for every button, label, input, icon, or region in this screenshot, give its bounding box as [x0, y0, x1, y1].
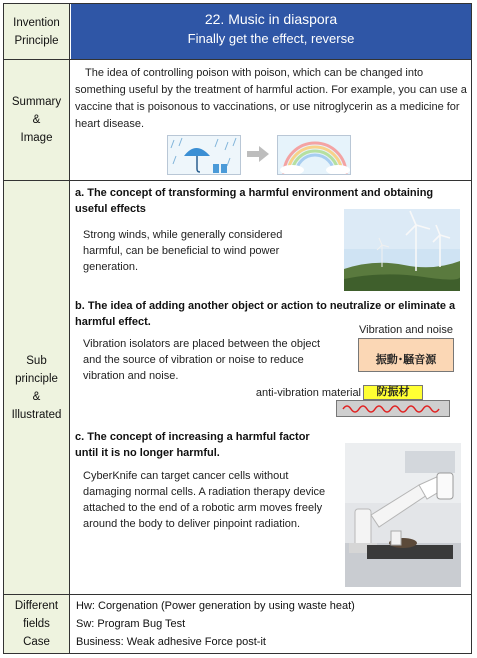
header-title-block	[71, 4, 471, 59]
sub-b-heading: b. The idea of adding another object or action to neutralize or eliminate a harmful effect.	[75, 300, 456, 328]
sub-principle-label: Sub principle & Illustrated	[4, 181, 70, 594]
vibration-source-label: Vibration and noise	[359, 324, 453, 336]
page-title: 22. Music in diaspora	[204, 11, 338, 27]
case-hardware: Hw: Corgenation (Power generation by using waste heat)	[76, 600, 355, 612]
arrow-icon	[247, 146, 269, 167]
case-business: Business: Weak adhesive Force post-it	[76, 636, 266, 648]
wind-turbine-photo	[344, 209, 460, 291]
sub-b-body: Vibration isolators are placed between the object and the source of vibration or noise to reduce vibration and noise.	[83, 338, 321, 382]
different-fields-content	[71, 595, 471, 653]
invention-principle-sheet	[3, 3, 472, 654]
sub-principle-content	[71, 181, 471, 594]
anti-vibration-material-label: anti-vibration material	[255, 387, 361, 399]
cyberknife-photo	[345, 443, 461, 587]
sub-a-body: Strong winds, while generally considered harmful, can be beneficial to wind power generation.	[83, 229, 283, 273]
rain-umbrella-image	[167, 135, 241, 175]
different-fields-row	[4, 595, 471, 653]
vibration-source-box: 振動･騒音源	[358, 338, 454, 372]
summary-content	[71, 60, 471, 180]
invention-principle-label: Invention Principle	[4, 4, 70, 59]
page-subtitle: Finally get the effect, reverse	[187, 31, 355, 46]
sub-c-heading: c. The concept of increasing a harmful factor until it is no longer harmful.	[75, 431, 310, 459]
rainbow-image	[277, 135, 351, 175]
different-fields-label: Different fields Case	[4, 595, 70, 653]
case-software: Sw: Program Bug Test	[76, 618, 186, 630]
summary-label: Summary & Image	[4, 60, 70, 180]
sub-c-body: CyberKnife can target cancer cells without damaging normal cells. A radiation therapy device attached to the end of a robotic arm moves freely around the body to deliver pinpoint radiation.	[83, 470, 326, 530]
summary-row	[4, 60, 471, 181]
sub-a-heading: a. The concept of transforming a harmful environment and obtaining useful effects	[75, 187, 434, 215]
vibration-base-plate	[336, 400, 450, 417]
summary-text: The idea of controlling poison with poison, which can be changed into something useful by the treatment of harmful action. For example, you can use a vaccine that is poisonous to vaccinations, or use nitroglycerin as a medicine for heart disease.	[75, 67, 467, 130]
header-row	[4, 4, 471, 60]
sub-principle-row	[4, 181, 471, 595]
anti-vibration-material-box: 防振材	[363, 385, 423, 400]
